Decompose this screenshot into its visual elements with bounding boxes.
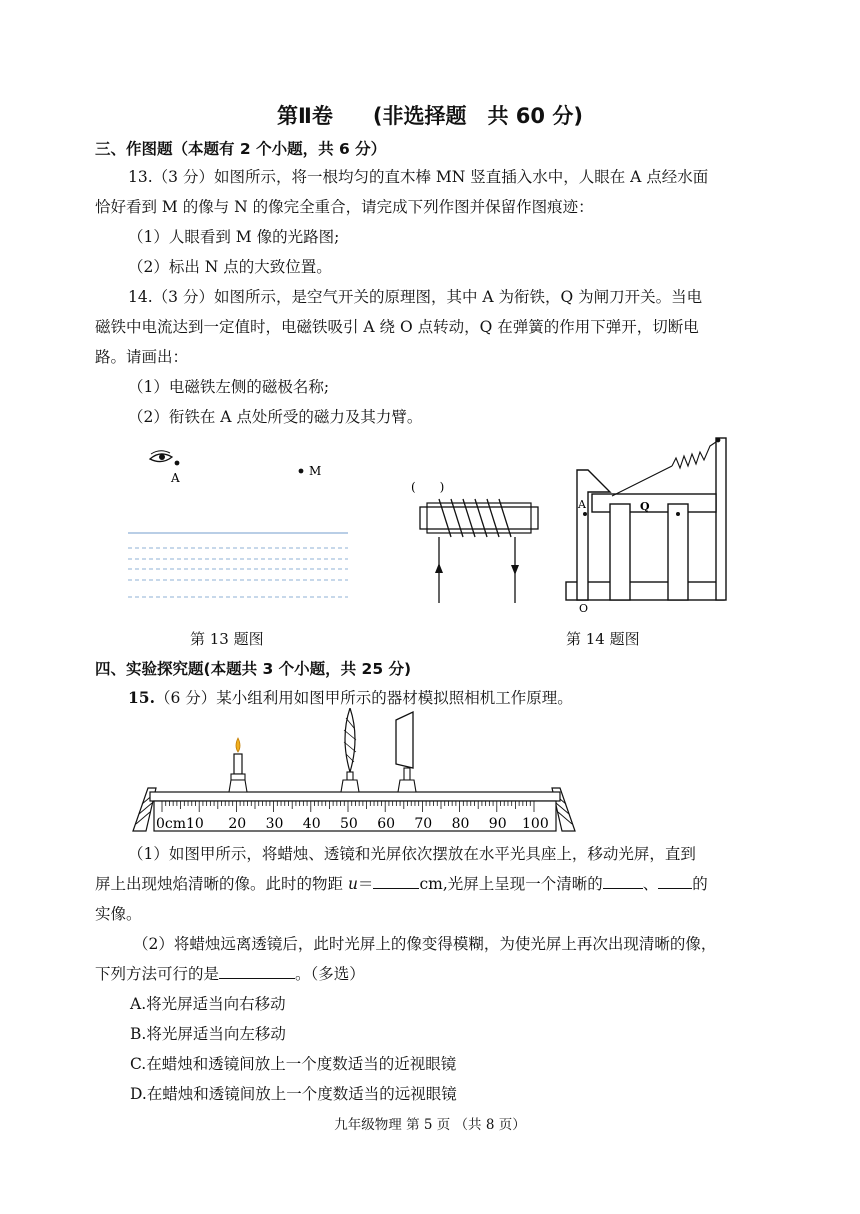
q15-intro <box>128 687 573 709</box>
figure-13 <box>120 445 360 610</box>
q15-p1-text-b: cm,光屏上呈现一个清晰的 <box>419 875 603 893</box>
option-d: D.在蜡烛和透镜间放上一个度数适当的远视眼镜 <box>130 1085 457 1103</box>
q13-item-1: （1）人眼看到 M 像的光路图; <box>128 228 340 246</box>
label-a: A <box>578 498 586 511</box>
q15-intro-text: （6 分）某小组利用如图甲所示的器材模拟照相机工作原理。 <box>154 689 573 707</box>
optical-bench <box>128 708 580 838</box>
current-arrow-down <box>511 565 519 575</box>
bench-rail <box>150 792 560 801</box>
q13-line-1: 13.（3 分）如图所示，将一根均匀的直木棒 MN 竖直插入水中，人眼在 A 点经水面 <box>128 168 709 186</box>
section-heading-drawing: 三、作图题（本题有 2 个小题，共 6 分） <box>95 140 387 158</box>
page-title <box>0 100 860 130</box>
contact-post-right <box>668 504 688 600</box>
point-a <box>175 461 180 466</box>
option-c: C.在蜡烛和透镜间放上一个度数适当的近视眼镜 <box>130 1055 457 1073</box>
q15-p2-text: 下列方法可行的是 <box>95 965 220 983</box>
q14-line-2: 磁铁中电流达到一定值时，电磁铁吸引 A 绕 O 点转动，Q 在弹簧的作用下弹开，切断电 <box>95 318 699 336</box>
flame-icon <box>236 738 240 752</box>
scale-label: 80 <box>451 816 470 832</box>
scale-label: 40 <box>302 816 321 832</box>
q14-item-1: （1）电磁铁左侧的磁极名称; <box>128 378 330 396</box>
figure-14-electromagnet <box>405 475 550 610</box>
scale-label: 0cm10 <box>156 816 204 832</box>
answer-blank-methods[interactable] <box>219 963 295 979</box>
var-u: u <box>347 875 358 893</box>
current-arrow-up <box>435 563 443 573</box>
answer-blank-distance[interactable] <box>373 873 419 889</box>
separator: 、 <box>642 875 659 893</box>
section-heading-experiment: 四、实验探究题(本题共 3 个小题，共 25 分) <box>95 660 412 678</box>
spring-icon <box>672 442 716 468</box>
label-o: O <box>579 602 589 615</box>
label-q: Q <box>640 500 650 513</box>
point-a-dot <box>583 512 587 516</box>
q15-p1-tail: 的 <box>692 875 708 893</box>
q15-p2-line-2 <box>95 963 365 985</box>
scale-label: 20 <box>228 816 247 832</box>
equals-sign: ＝ <box>357 875 374 893</box>
figure-13-caption: 第 13 题图 <box>190 630 264 648</box>
answer-blank-image-type-2[interactable] <box>658 873 692 889</box>
scale-label: 50 <box>340 816 358 832</box>
eye-icon <box>150 451 172 462</box>
point-m <box>299 469 304 474</box>
q15-p1-line-1: （1）如图甲所示，将蜡烛、透镜和光屏依次摆放在水平光具座上，移动光屏，直到 <box>128 845 696 863</box>
scale-label: 90 <box>488 816 507 832</box>
answer-blank-image-type-1[interactable] <box>603 873 643 889</box>
contact-post-left <box>610 504 630 600</box>
right-post <box>716 438 726 600</box>
convex-lens <box>341 708 359 792</box>
page-footer: 九年级物理 第 5 页 （共 8 页） <box>334 1117 526 1133</box>
figure-14-caption: 第 14 题图 <box>566 630 640 648</box>
figure-14-switch <box>560 432 735 617</box>
q15-p2-line-1: （2）将蜡烛远离透镜后，此时光屏上的像变得模糊，为使光屏上再次出现清晰的像， <box>133 935 717 953</box>
spring-anchor <box>716 438 721 443</box>
option-a: A.将光屏适当向右移动 <box>130 995 286 1013</box>
candle <box>229 738 247 792</box>
q15-p1-line-3: 实像。 <box>95 905 142 923</box>
pole-bracket: ( ) <box>411 480 445 494</box>
q15-number: 15. <box>128 688 155 707</box>
armature <box>577 470 610 600</box>
q13-line-2: 恰好看到 M 的像与 N 的像完全重合，请完成下列作图并保留作图痕迹： <box>95 198 594 216</box>
scale-label: 70 <box>414 816 433 832</box>
scale-label: 30 <box>265 816 284 832</box>
label-a: A <box>171 471 180 485</box>
spring-rod <box>612 466 672 496</box>
q15-p1-text: 屏上出现烛焰清晰的像。此时的物距 <box>95 875 348 893</box>
q14-line-3: 路。请画出： <box>95 348 189 366</box>
q14-line-1: 14.（3 分）如图所示，是空气开关的原理图，其中 A 为衔铁，Q 为闸刀开关。当电 <box>128 288 703 306</box>
label-m: M <box>309 464 322 478</box>
contact-dot <box>676 512 680 516</box>
q15-p2-text-b: 。（多选） <box>295 965 365 983</box>
light-screen <box>396 712 416 792</box>
q15-p1-line-2 <box>95 873 708 895</box>
option-b: B.将光屏适当向左移动 <box>130 1025 286 1043</box>
base-bar <box>566 582 724 600</box>
q13-item-2: （2）标出 N 点的大致位置。 <box>128 258 332 276</box>
part-title: 第Ⅱ卷 <box>277 104 333 128</box>
scale-label: 60 <box>377 816 396 832</box>
scale-label: 100 <box>522 816 549 832</box>
part-subtitle: (非选择题 共 60 分) <box>372 104 583 128</box>
q14-item-2: （2）衔铁在 A 点处所受的磁力及其力臂。 <box>128 408 423 426</box>
